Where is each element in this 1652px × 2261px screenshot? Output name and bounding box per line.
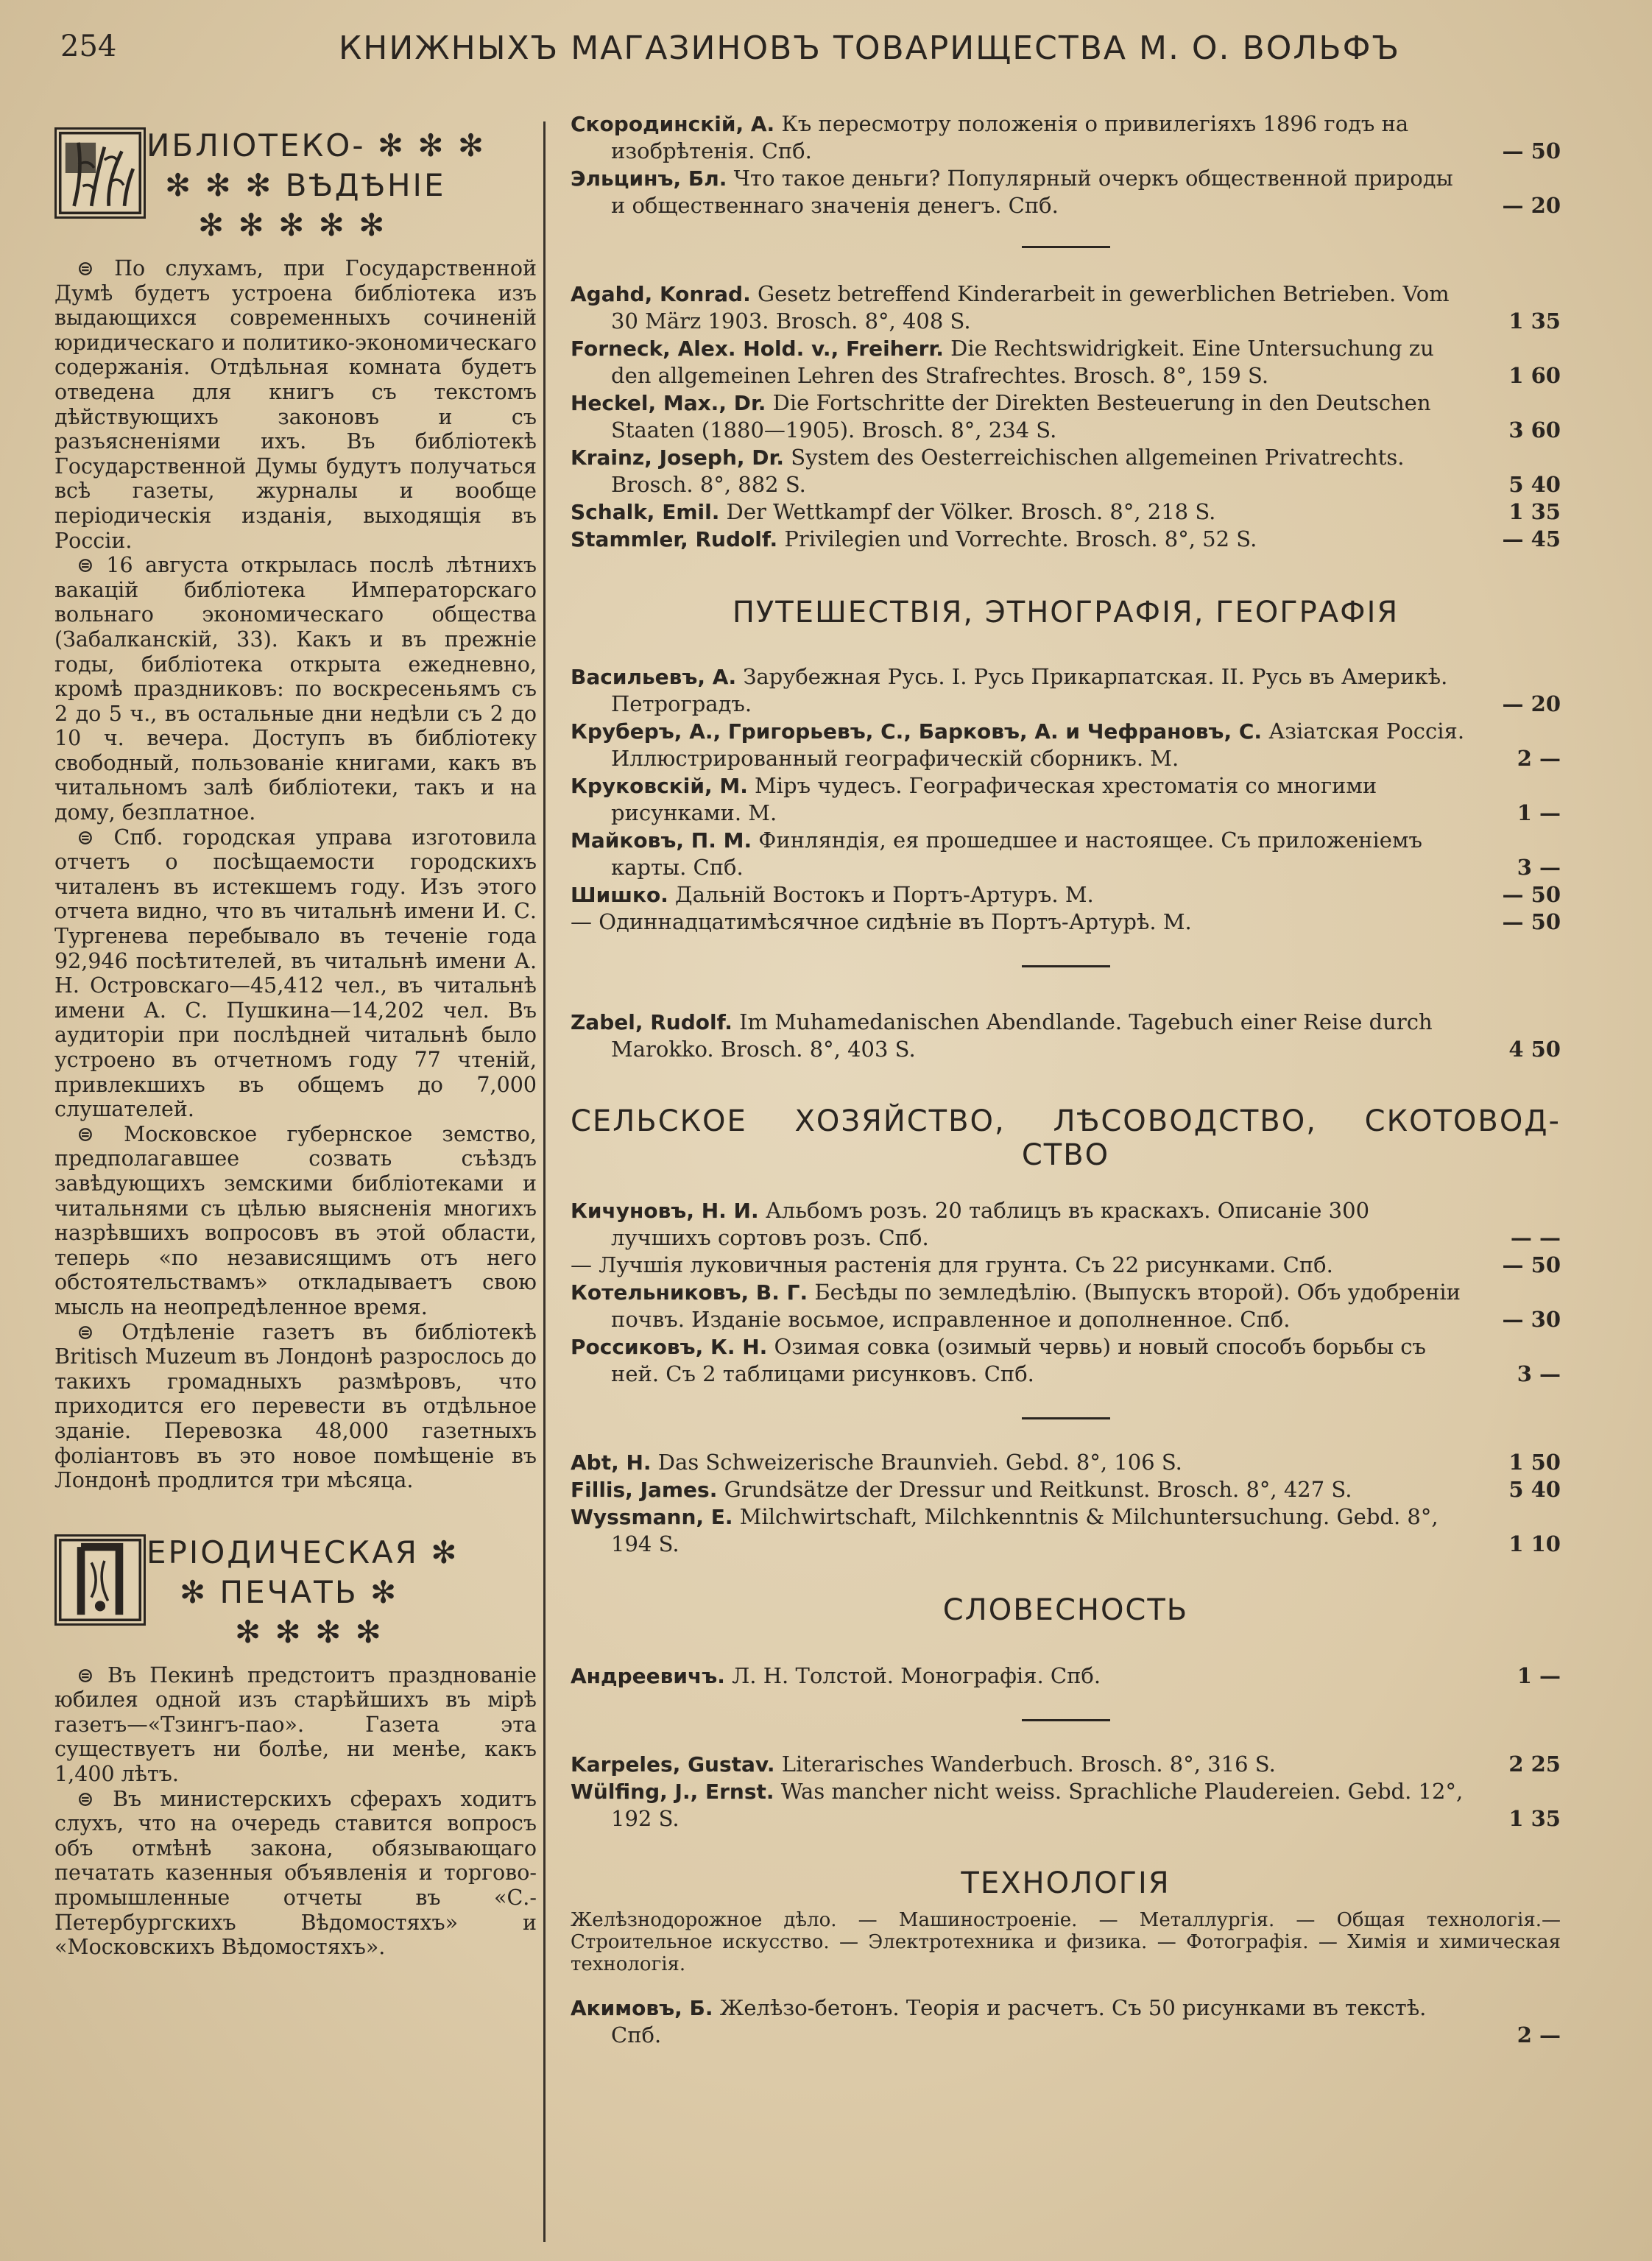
entry-title: Privilegien und Vorrechte. Brosch. 8°, 52 S. <box>777 526 1257 551</box>
entry-author: Schalk, Emil. <box>571 500 720 524</box>
entry-price: — 50 <box>1502 138 1561 163</box>
ornamental-initial-p-icon <box>54 1534 146 1626</box>
entry-price: 1 — <box>1517 800 1561 825</box>
news-paragraph: ⊜ 16 августа открылась послѣ лѣтнихъ вакацій библіотека Императорскаго вольнаго экономическаго общества (Забалканскій, 33). Какъ и въ прежніе годы, библіотека открыта ежедневно, кромѣ праздниковъ: по воскресеньямъ съ 2 до 5 ч., въ остальные дни недѣли съ 2 до 10 ч. вечера. Доступъ въ библіотеку свободный, пользованіе книгами, какъ въ читальномъ залѣ библіотеки, такъ и на дому, безплатное. <box>54 553 537 825</box>
entry-price: 3 60 <box>1508 417 1561 442</box>
entry-title: Grundsätze der Dressur und Reitkunst. Brosch. 8°, 427 S. <box>717 1477 1352 1502</box>
entry-title: Дальній Востокъ и Портъ-Артуръ. М. <box>668 882 1094 907</box>
entry-title: Бесѣды по земледѣлію. (Выпускъ второй). Объ удобреніи почвъ. Изданіе восьмое, исправленное и дополненное. Спб. <box>611 1280 1461 1332</box>
entry-title: Альбомъ розъ. 20 таблицъ въ краскахъ. Описаніе 300 лучшихъ сортовъ розъ. Спб. <box>611 1198 1370 1250</box>
entry-price: 4 50 <box>1508 1037 1561 1062</box>
separator-rule <box>1022 246 1110 248</box>
catalog-group <box>571 663 1561 936</box>
entry-price: — — <box>1510 1225 1561 1250</box>
entry-price: 1 10 <box>1508 1531 1561 1556</box>
entry-author: Круберъ, А., Григорьевъ, С., Барковъ, А. и Чефрановъ, С. <box>571 719 1263 744</box>
news-paragraph: ⊜ Московское губернское земство, предполагавшее созвать съѣздъ завѣдующихъ земскими библіотеками и читальнями съ цѣлью выясненія многихъ назрѣвшихъ вопросовъ въ этой области, теперь «по независящимъ отъ него обстоятельствамъ» откладываетъ свою мысль на неопредѣленное время. <box>54 1121 537 1319</box>
entry-title: Der Wettkampf der Völker. Brosch. 8°, 218 S. <box>719 499 1216 524</box>
entry-price: 1 60 <box>1508 363 1561 388</box>
entry-title: Что такое деньги? Популярный очеркъ общественной природы и общественнаго значенія денегъ. Спб. <box>611 166 1453 218</box>
catalog-entry <box>571 718 1561 772</box>
heading-line-1: ЕРІОДИЧЕСКАЯ ✻ <box>147 1534 459 1570</box>
news-paragraph: ⊜ Въ министерскихъ сферахъ ходитъ слухъ, что на очередь ставится вопросъ объ отмѣнѣ закона, обязывающаго печатать казенныя объявленія и торгово-промышленные отчеты въ «С.-Петербургскихъ Вѣдомостяхъ» и «Московскихъ Вѣдомостяхъ». <box>54 1786 537 1960</box>
catalog-entry <box>571 1279 1561 1333</box>
entry-author: Акимовъ, Б. <box>571 1996 713 2020</box>
entry-author: Андреевичъ. <box>571 1664 725 1688</box>
periodicals-heading <box>54 1521 537 1650</box>
catalog-entry <box>571 1994 1561 2049</box>
entry-title: Die Rechtswidrigkeit. Eine Untersuchung zu den allgemeinen Lehren des Strafrechtes. Brosch. 8°, 159 S. <box>611 336 1434 388</box>
right-column <box>571 110 1561 2049</box>
catalog-entry <box>571 165 1561 219</box>
ornamental-initial-b-icon <box>54 127 146 219</box>
section-heading-technology: ТЕХНОЛОГІЯ <box>961 1866 1171 1900</box>
entry-price: — 50 <box>1502 1252 1561 1277</box>
separator-rule <box>1022 1417 1110 1419</box>
entry-title: Im Muhamedanischen Abendlande. Tagebuch einer Reise durch Marokko. Brosch. 8°, 403 S. <box>611 1009 1433 1062</box>
entry-author: Krainz, Joseph, Dr. <box>571 445 784 470</box>
catalog-group <box>571 1009 1561 1063</box>
entry-price: 5 40 <box>1508 472 1561 497</box>
catalog-entry <box>571 1476 1561 1503</box>
entry-author: Forneck, Alex. Hold. v., Freiherr. <box>571 336 944 361</box>
entry-author: Шишко. <box>571 883 668 907</box>
entry-author: Россиковъ, К. Н. <box>571 1335 768 1359</box>
entry-title: Озимая совка (озимый червь) и новый способъ борьбы съ ней. Съ 2 таблицами рисунковъ. Спб. <box>611 1334 1426 1386</box>
catalog-group <box>571 1994 1561 2049</box>
catalog-group <box>571 1449 1561 1558</box>
entry-title: Азіатская Россія. Иллюстрированный географическій сборникъ. М. <box>611 719 1465 771</box>
catalog-entry <box>571 1449 1561 1476</box>
entry-title: Желѣзо-бетонъ. Теорія и расчетъ. Съ 50 рисунками въ текстѣ. Спб. <box>611 1995 1427 2047</box>
entry-author: Круковскій, М. <box>571 774 748 798</box>
catalog-group <box>571 110 1561 219</box>
catalog-entry <box>571 1503 1561 1558</box>
section-heading-travel: ПУТЕШЕСТВІЯ, ЭТНОГРАФІЯ, ГЕОГРАФІЯ <box>732 596 1399 629</box>
entry-author: Zabel, Rudolf. <box>571 1010 733 1034</box>
entry-author: Скородинскій, А. <box>571 112 775 136</box>
entry-title: — Одиннадцатимѣсячное сидѣніе въ Портъ-Артурѣ. М. <box>571 909 1192 934</box>
catalog-entry <box>571 389 1561 444</box>
entry-price: 1 50 <box>1508 1450 1561 1475</box>
entry-author: Wyssmann, E. <box>571 1505 733 1529</box>
catalog-entry <box>571 1751 1561 1778</box>
catalog-entry <box>571 444 1561 498</box>
news-paragraph: ⊜ По слухамъ, при Государственной Думѣ будетъ устроена библіотека изъ выдающихся современныхъ сочиненій юридическаго и политико-экономическаго содержанія. Отдѣльная комната будетъ отведена для книгъ съ текстомъ дѣйствующихъ законовъ и съ разъясненіями ихъ. Въ библіотекѣ Государственной Думы будутъ получаться всѣ газеты, журналы и вообще періодическія изданія, выходящія въ Россіи. <box>54 256 537 553</box>
news-paragraph: ⊜ Спб. городская управа изготовила отчетъ о посѣщаемости городскихъ читаленъ въ истекшемъ году. Изъ этого отчета видно, что въ читальнѣ имени И. С. Тургенева перебывало въ теченіе года 92,946 посѣтителей, въ читальнѣ имени А. Н. Островскаго—45,412 чел., въ читальнѣ имени А. С. Пушкина—14,202 чел. Въ аудиторіи при послѣдней читальнѣ было устроено въ отчетномъ году 77 чтеній, привлекшихъ въ общемъ до 7,000 слушателей. <box>54 825 537 1122</box>
news-paragraph: ⊜ Отдѣленіе газетъ въ библіотекѣ Britisch Muzeum въ Лондонѣ разрослось до такихъ громадныхъ размѣровъ, что приходится его перевести въ отдѣльное зданіе. Перевозка 48,000 газетныхъ фоліантовъ въ это новое помѣщеніе въ Лондонѣ продлится три мѣсяца. <box>54 1319 537 1493</box>
entry-author: Agahd, Konrad. <box>571 282 751 306</box>
entry-title: Финляндія, ея прошедшее и настоящее. Съ приложеніемъ карты. Спб. <box>611 828 1422 880</box>
catalog-entry <box>571 663 1561 718</box>
separator-rule <box>1022 965 1110 967</box>
heading-line-2: ✻ ПЕЧАТЬ ✻ <box>180 1573 399 1610</box>
entry-title: Die Fortschritte der Direkten Besteuerung in den Deutschen Staaten (1880—1905). Brosch. 8°, 234 S. <box>611 390 1431 442</box>
page-header <box>44 29 1627 74</box>
entry-price: 3 — <box>1517 855 1561 880</box>
technology-subjects-note: Желѣзнодорожное дѣло. — Машиностроеніе. — Металлургія. — Общая технологія.— Строительное искусство. — Электротехника и физика. — Фотографія. — Химія и химическая технологія. <box>571 1909 1561 1975</box>
entry-price: — 50 <box>1502 909 1561 934</box>
left-column <box>54 114 537 1960</box>
entry-price: 1 35 <box>1508 308 1561 334</box>
entry-price: — 20 <box>1502 691 1561 716</box>
entry-title: Міръ чудесъ. Географическая хрестоматія со многими рисунками. М. <box>611 773 1377 825</box>
entry-author: Майковъ, П. М. <box>571 828 752 853</box>
entry-title: Л. Н. Толстой. Монографія. Спб. <box>724 1663 1101 1688</box>
entry-price: 3 — <box>1517 1361 1561 1386</box>
entry-title: Literarisches Wanderbuch. Brosch. 8°, 316 S. <box>774 1752 1276 1777</box>
heading-line-3: ✻ ✻ ✻ ✻ ✻ <box>198 207 387 243</box>
entry-author: Abt, H. <box>571 1450 652 1475</box>
separator-rule <box>1022 1719 1110 1721</box>
column-divider <box>543 121 546 2242</box>
entry-author: Wülfing, J., Ernst. <box>571 1779 774 1804</box>
running-title: КНИЖНЫХЪ МАГАЗИНОВЪ ТОВАРИЩЕСТВА М. О. ВОЛЬФЪ <box>339 29 1401 67</box>
entry-title: — Лучшія луковичныя растенія для грунта. Съ 22 рисунками. Спб. <box>571 1252 1333 1277</box>
catalog-entry <box>571 1252 1561 1279</box>
page-number: 254 <box>60 29 117 63</box>
library-news-heading <box>54 114 537 243</box>
entry-author: Кичуновъ, Н. И. <box>571 1199 759 1223</box>
entry-author: Karpeles, Gustav. <box>571 1752 775 1777</box>
entry-author: Эльцинъ, Бл. <box>571 166 727 191</box>
catalog-entry <box>571 281 1561 335</box>
catalog-entry <box>571 827 1561 881</box>
entry-price: — 30 <box>1502 1307 1561 1332</box>
entry-title: Gesetz betreffend Kinderarbeit in gewerblichen Betrieben. Vom 30 März 1903. Brosch. 8°, 408 S. <box>611 281 1450 334</box>
catalog-entry <box>571 110 1561 165</box>
entry-price: — 45 <box>1502 526 1561 551</box>
catalog-group <box>571 1751 1561 1833</box>
entry-price: 1 35 <box>1508 1806 1561 1831</box>
catalog-group <box>571 1197 1561 1388</box>
entry-author: Fillis, James. <box>571 1478 718 1502</box>
heading-line-1: ИБЛІОТЕКО- ✻ ✻ ✻ <box>147 127 487 163</box>
catalog-entry <box>571 1197 1561 1252</box>
entry-price: — 20 <box>1502 193 1561 218</box>
heading-line-2: ✻ ✻ ✻ ВѢДѢНІЕ <box>165 167 446 203</box>
catalog-entry <box>571 1662 1561 1690</box>
catalog-entry <box>571 335 1561 389</box>
catalog-entry <box>571 526 1561 553</box>
catalog-entry <box>571 1333 1561 1388</box>
catalog-entry <box>571 1009 1561 1063</box>
entry-title: Das Schweizerische Braunvieh. Gebd. 8°, 106 S. <box>651 1450 1182 1475</box>
catalog-entry <box>571 881 1561 909</box>
entry-price: — 50 <box>1502 882 1561 907</box>
section-heading-agriculture: СЕЛЬСКОЕ ХОЗЯЙСТВО, ЛѢСОВОДСТВО, СКОТОВОД- <box>571 1104 1561 1138</box>
catalog-group <box>571 281 1561 553</box>
catalog-entry <box>571 909 1561 936</box>
entry-author: Васильевъ, А. <box>571 665 737 689</box>
catalog-group <box>571 1662 1561 1690</box>
entry-author: Heckel, Max., Dr. <box>571 391 766 415</box>
entry-author: Котельниковъ, В. Г. <box>571 1280 808 1305</box>
catalog-entry <box>571 1778 1561 1833</box>
entry-title: Milchwirtschaft, Milchkenntnis & Milchuntersuchung. Gebd. 8°, 194 S. <box>611 1504 1439 1556</box>
entry-price: 5 40 <box>1508 1477 1561 1502</box>
entry-title: Was mancher nicht weiss. Sprachliche Plaudereien. Gebd. 12°, 192 S. <box>611 1779 1464 1831</box>
entry-price: 2 — <box>1517 2022 1561 2047</box>
entry-price: 1 35 <box>1508 499 1561 524</box>
entry-price: 2 25 <box>1508 1752 1561 1777</box>
entry-price: 1 — <box>1517 1663 1561 1688</box>
entry-title: Къ пересмотру положенія о привилегіяхъ 1896 годъ на изобрѣтенія. Спб. <box>611 111 1409 163</box>
heading-line-3: ✻ ✻ ✻ ✻ <box>235 1613 384 1650</box>
entry-title: Зарубежная Русь. I. Русь Прикарпатская. II. Русь въ Америкѣ. Петроградъ. <box>611 664 1448 716</box>
section-heading-agriculture-cont: СТВО <box>1021 1138 1110 1172</box>
catalog-entry <box>571 498 1561 526</box>
catalog-entry <box>571 772 1561 827</box>
entry-title: System des Oesterreichischen allgemeinen Privatrechts. Brosch. 8°, 882 S. <box>611 445 1405 497</box>
entry-price: 2 — <box>1517 746 1561 771</box>
entry-author: Stammler, Rudolf. <box>571 527 778 551</box>
news-paragraph: ⊜ Въ Пекинѣ предстоитъ празднованіе юбилея одной изъ старѣйшихъ въ мірѣ газетъ—«Тзингъ-пао». Газета эта существуетъ ни болѣе, ни менѣе, какъ 1,400 лѣтъ. <box>54 1662 537 1787</box>
section-heading-literature: СЛОВЕСНОСТЬ <box>942 1593 1189 1627</box>
